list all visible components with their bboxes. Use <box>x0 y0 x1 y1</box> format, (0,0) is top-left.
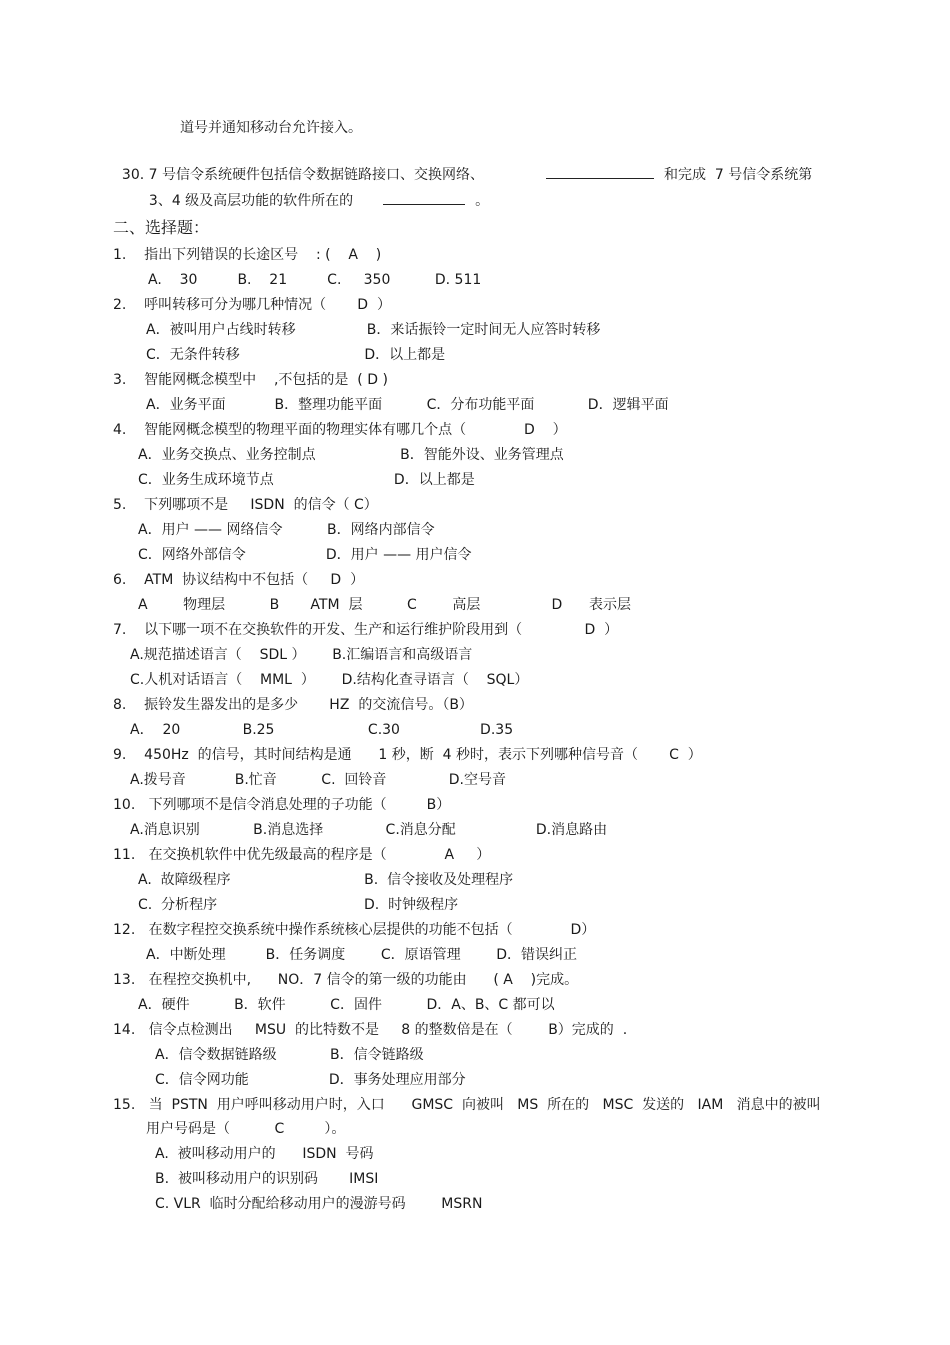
section-title: 二、选择题： <box>113 218 210 237</box>
question-30-line-2 <box>140 172 489 210</box>
question-14-options-row-2: C．信令网功能 D．事务处理应用部分 <box>155 1072 466 1088</box>
question-8: 8. 振铃发生器发出的是多少 HZ 的交流信号。（B） <box>113 697 473 713</box>
answer-blank-2 <box>383 190 465 205</box>
question-7-options-row-2: C.人机对话语言（ MML ） D.结构化查寻语言（ SQL） <box>130 672 529 688</box>
question-12-options: A．中断处理 B．任务调度 C．原语管理 D．错误纠正 <box>146 947 577 963</box>
question-15-option-c: C. VLR 临时分配给移动用户的漫游号码 MSRN <box>155 1196 483 1212</box>
question-15-continued: 用户号码是（ C ）。 <box>146 1121 346 1137</box>
question-4-options-row-1: A．业务交换点、业务控制点 B．智能外设、业务管理点 <box>138 447 564 463</box>
intro-line-1: 道号并通知移动台允许接入。 <box>180 120 362 136</box>
question-2-options-row-2: C．无条件转移 D．以上都是 <box>146 347 446 363</box>
question-6: 6. ATM 协议结构中不包括（ D ） <box>113 572 365 588</box>
question-12: 12. 在数字程控交换系统中操作系统核心层提供的功能不包括（ D） <box>113 922 596 938</box>
question-2-options-row-1: A．被叫用户占线时转移 B．来话振铃一定时间无人应答时转移 <box>146 322 601 338</box>
question-15-option-a: A. 被叫移动用户的 ISDN 号码 <box>155 1146 374 1162</box>
question-5-options-row-2: C．网络外部信令 D．用户 —— 用户信令 <box>138 547 472 563</box>
question-1: 1. 指出下列错误的长途区号 : ( A ) <box>113 247 382 263</box>
question-1-options: A. 30 B. 21 C. 350 D. 511 <box>148 272 482 288</box>
question-14-options-row-1: A．信令数据链路级 B．信令链路级 <box>155 1047 424 1063</box>
question-8-options: A． 20 B.25 C.30 D.35 <box>130 722 514 738</box>
question-7-options-row-1: A.规范描述语言（ SDL ） B.汇编语言和高级语言 <box>130 647 473 663</box>
question-4: 4. 智能网概念模型的物理平面的物理实体有哪几个点（ D ） <box>113 422 567 438</box>
answer-blank-1 <box>546 164 654 179</box>
question-3-options: A．业务平面 B．整理功能平面 C．分布功能平面 D．逻辑平面 <box>146 397 669 413</box>
question-10-options: A.消息识别 B.消息选择 C.消息分配 D.消息路由 <box>130 822 608 838</box>
question-11-options-row-2: C. 分析程序 D. 时钟级程序 <box>138 897 459 913</box>
question-30-text-a: 30. 7 号信令系统硬件包括信令数据链路接口、交换网络、 <box>121 167 484 183</box>
question-13: 13. 在程控交换机中, NO．7 信令的第一级的功能由 ( A )完成。 <box>113 972 579 988</box>
question-11-options-row-1: A. 故障级程序 B. 信令接收及处理程序 <box>138 872 514 888</box>
question-9-options: A.拨号音 B.忙音 C. 回铃音 D.空号音 <box>130 772 506 788</box>
question-5-options-row-1: A．用户 —— 网络信令 B．网络内部信令 <box>138 522 435 538</box>
question-14: 14. 信令点检测出 MSU 的比特数不是 8 的整数倍是在（ B）完成的 . <box>113 1022 628 1038</box>
question-6-options: A 物理层 B ATM 层 C 高层 D 表示层 <box>138 597 632 613</box>
question-10: 10. 下列哪项不是信令消息处理的子功能（ B） <box>113 797 451 813</box>
question-15: 15. 当 PSTN 用户呼叫移动用户时，入口 GMSC 向被叫 MS 所在的 MSC 发送的 IAM 消息中的被叫 <box>113 1097 821 1113</box>
question-15-option-b: B. 被叫移动用户的识别码 IMSI <box>155 1171 379 1187</box>
question-4-options-row-2: C．业务生成环境节点 D．以上都是 <box>138 472 475 488</box>
question-30-text-b: 和完成 7 号信令系统第 <box>663 167 813 183</box>
question-9: 9. 450Hz 的信号，其时间结构是通 1 秒，断 4 秒时，表示下列哪种信号音（ C ） <box>113 747 702 763</box>
question-13-options: A．硬件 B．软件 C．固件 D．A、B、C 都可以 <box>138 997 555 1013</box>
question-30-text-d: 。 <box>475 193 490 209</box>
question-7: 7. 以下哪一项不在交换软件的开发、生产和运行维护阶段用到（ D ） <box>113 622 619 638</box>
question-2: 2. 呼叫转移可分为哪几种情况（ D ） <box>113 297 391 313</box>
question-11: 11. 在交换机软件中优先级最高的程序是（ A ） <box>113 847 491 863</box>
question-3: 3. 智能网概念模型中 ,不包括的是 ( D ) <box>113 372 388 388</box>
question-30-text-c: 3、4 级及高层功能的软件所在的 <box>148 193 354 209</box>
question-5: 5. 下列哪项不是 ISDN 的信令（ C） <box>113 497 378 513</box>
